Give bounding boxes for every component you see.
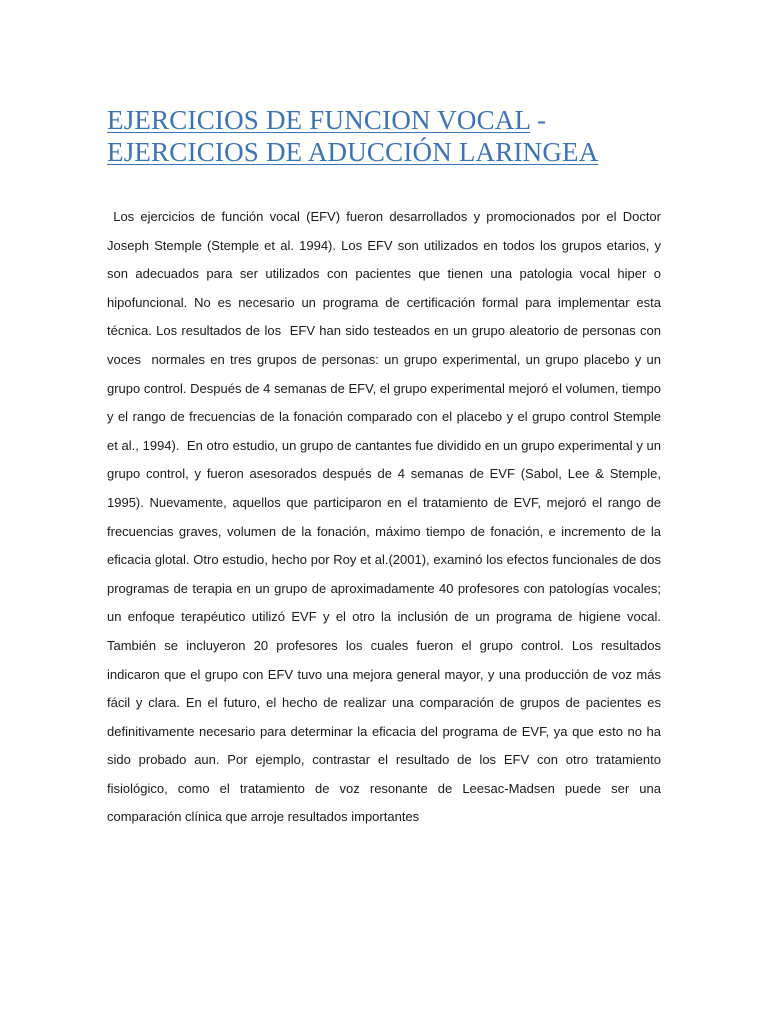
title-separator: - — [530, 105, 547, 135]
title-link-aduccion-laringea[interactable]: EJERCICIOS DE ADUCCIÓN LARINGEA — [107, 137, 599, 167]
title-link-funcion-vocal[interactable]: EJERCICIOS DE FUNCION VOCAL — [107, 105, 531, 135]
body-paragraph: Los ejercicios de función vocal (EFV) fueron desarrollados y promocionados por el Doctor Joseph Stemple (Stemple et al. 1994). Los EFV son utilizados en todos los grupos etarios, y son adecuados para ser utilizados con pacientes que tienen una patologia vocal hiper o hipofuncional. No es necesario un programa de certificación formal para implementar esta técnica. Los resultados de los EFV han sido testeados en un grupo aleatorio de personas con voces normales en tres grupos de personas: un grupo experimental, un grupo placebo y un grupo control. Después de 4 semanas de EFV, el grupo experimental mejoró el volumen, tiempo y el rango de frecuencias de la fonación comparado con el placebo y el grupo control Stemple et al., 1994). En otro estudio, un grupo de cantantes fue dividido en un grupo experimental y un grupo control, y fueron asesorados después de 4 semanas de EVF (Sabol, Lee & Stemple, 1995). Nuevamente, aquellos que participaron en el tratamiento de EVF, mejoró el rango de frecuencias graves, volumen de la fonación, máximo tiempo de fonación, e incremento de la eficacia glotal. Otro estudio, hecho por Roy et al.(2001), examinó los efectos funcionales de dos programas de terapia en un grupo de aproximadamente 40 profesores con patologías vocales; un enfoque terapéutico utilizó EVF y el otro la inclusión de un programa de higiene vocal. También se incluyeron 20 profesores los cuales fueron el grupo control. Los resultados indicaron que el grupo con EFV tuvo una mejora general mayor, y una producción de voz más fácil y clara. En el futuro, el hecho de realizar una comparación de grupos de pacientes es definitivamente necesario para determinar la eficacia del programa de EVF, ya que esto no ha sido probado aun. Por ejemplo, contrastar el resultado de los EFV con otro tratamiento fisiológico, como el tratamiento de voz resonante de Leesac-Madsen puede ser una comparación clínica que arroje resultados importantes — [107, 209, 665, 825]
document-title — [107, 104, 667, 168]
